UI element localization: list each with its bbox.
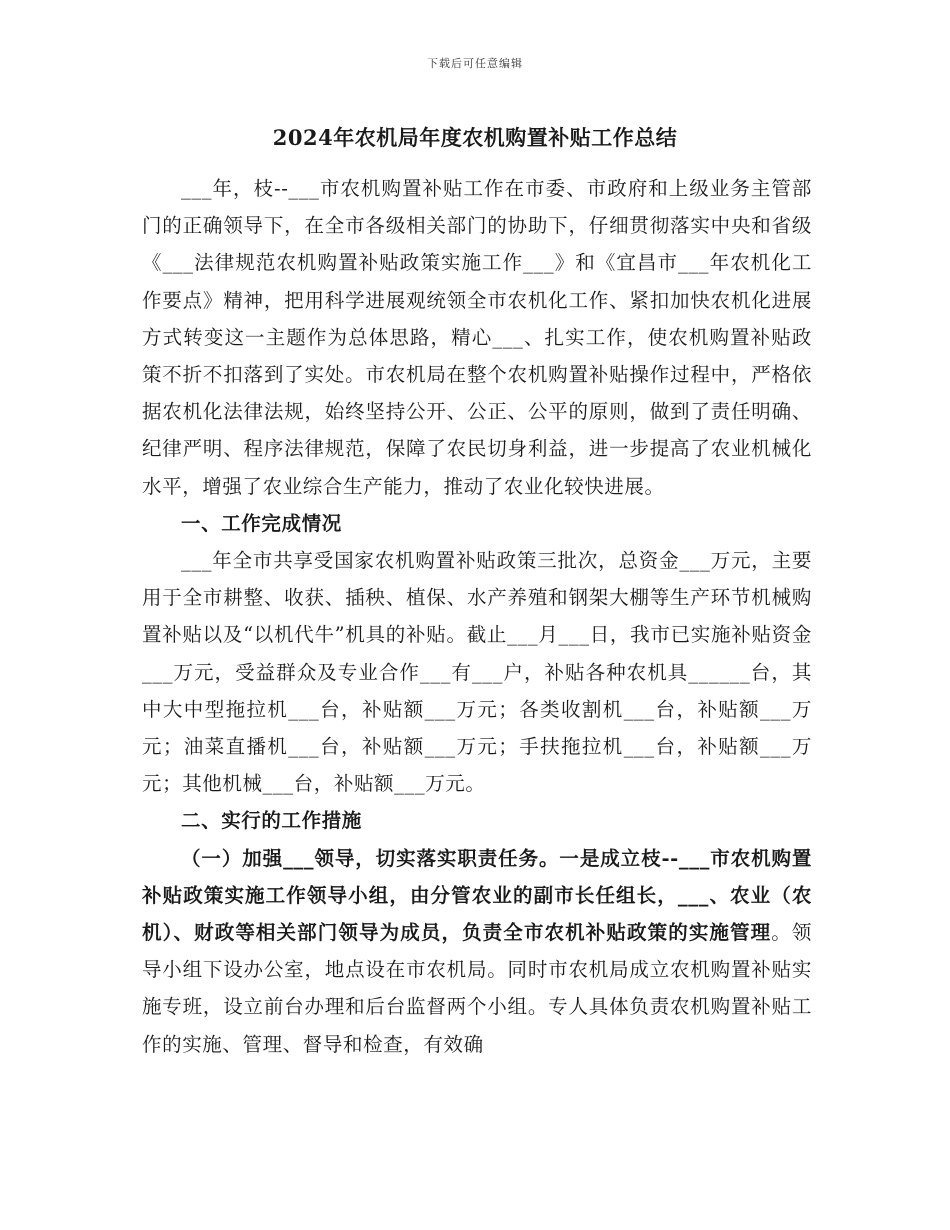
section-2-subsection-1-paragraph [142,840,812,1063]
intro-paragraph: ___年，枝--___市农机购置补贴工作在市委、市政府和上级业务主管部门的正确领导下，在全市各级相关部门的协助下，仔细贯彻落实中央和省级《___法律规范农机购置补贴政策实施工作___》和《宜昌市___年农机化工作要点》精神，把用科学进展观统领全市农机化工作、紧扣加快农机化进展方式转变这一主题作为总体思路，精心___、扎实工作，使农机购置补贴政策不折不扣落到了实处。市农机局在整个农机购置补贴操作过程中，严格依据农机化法律法规，始终坚持公开、公正、公平的原则，做到了责任明确、纪律严明、程序法律规范，保障了农民切身利益，进一步提高了农业机械化水平，增强了农业综合生产能力，推动了农业化较快进展。 [142,177,812,498]
section-2-heading: 二、实行的工作措施 [181,809,362,833]
document-body [142,170,812,1063]
section-1-paragraph: ___年全市共享受国家农机购置补贴政策三批次，总资金___万元，主要用于全市耕整、收获、插秧、植保、水产养殖和钢架大棚等生产环节机械购置补贴以及“以机代牛”机具的补贴。截止___月___日，我市已实施补贴资金___万元，受益群众及专业合作___有___户，补贴各种农机具______台，其中大中型拖拉机___台，补贴额___万元；各类收割机___台，补贴额___万元；油菜直播机___台，补贴额___万元；手扶拖拉机___台，补贴额___万元；其他机械___台，补贴额___万元。 [142,549,812,796]
document-title: 2024年农机局年度农机购置补贴工作总结 [272,125,678,150]
subsection-1-body-text: 。领导小组下设办公室，地点设在市农机局。同时市农机局成立农机购置补贴实施专班，设立前台办理和后台监督两个小组。专人具体负责农机购置补贴工作的实施、管理、督导和检查，有效确 [142,921,812,1056]
page-header-note: 下载后可任意编辑 [427,57,523,70]
section-1-heading: 一、工作完成情况 [181,511,342,535]
subsection-1-bold-lead: （一）加强___领导，切实落实职责任务。一是成立枝--___市农机购置补贴政策实施工作领导小组，由分管农业的副市长任组长，___、农业（农机）、财政等相关部门领导为成员，负责全市农机补贴政策的实施管理 [142,846,812,945]
